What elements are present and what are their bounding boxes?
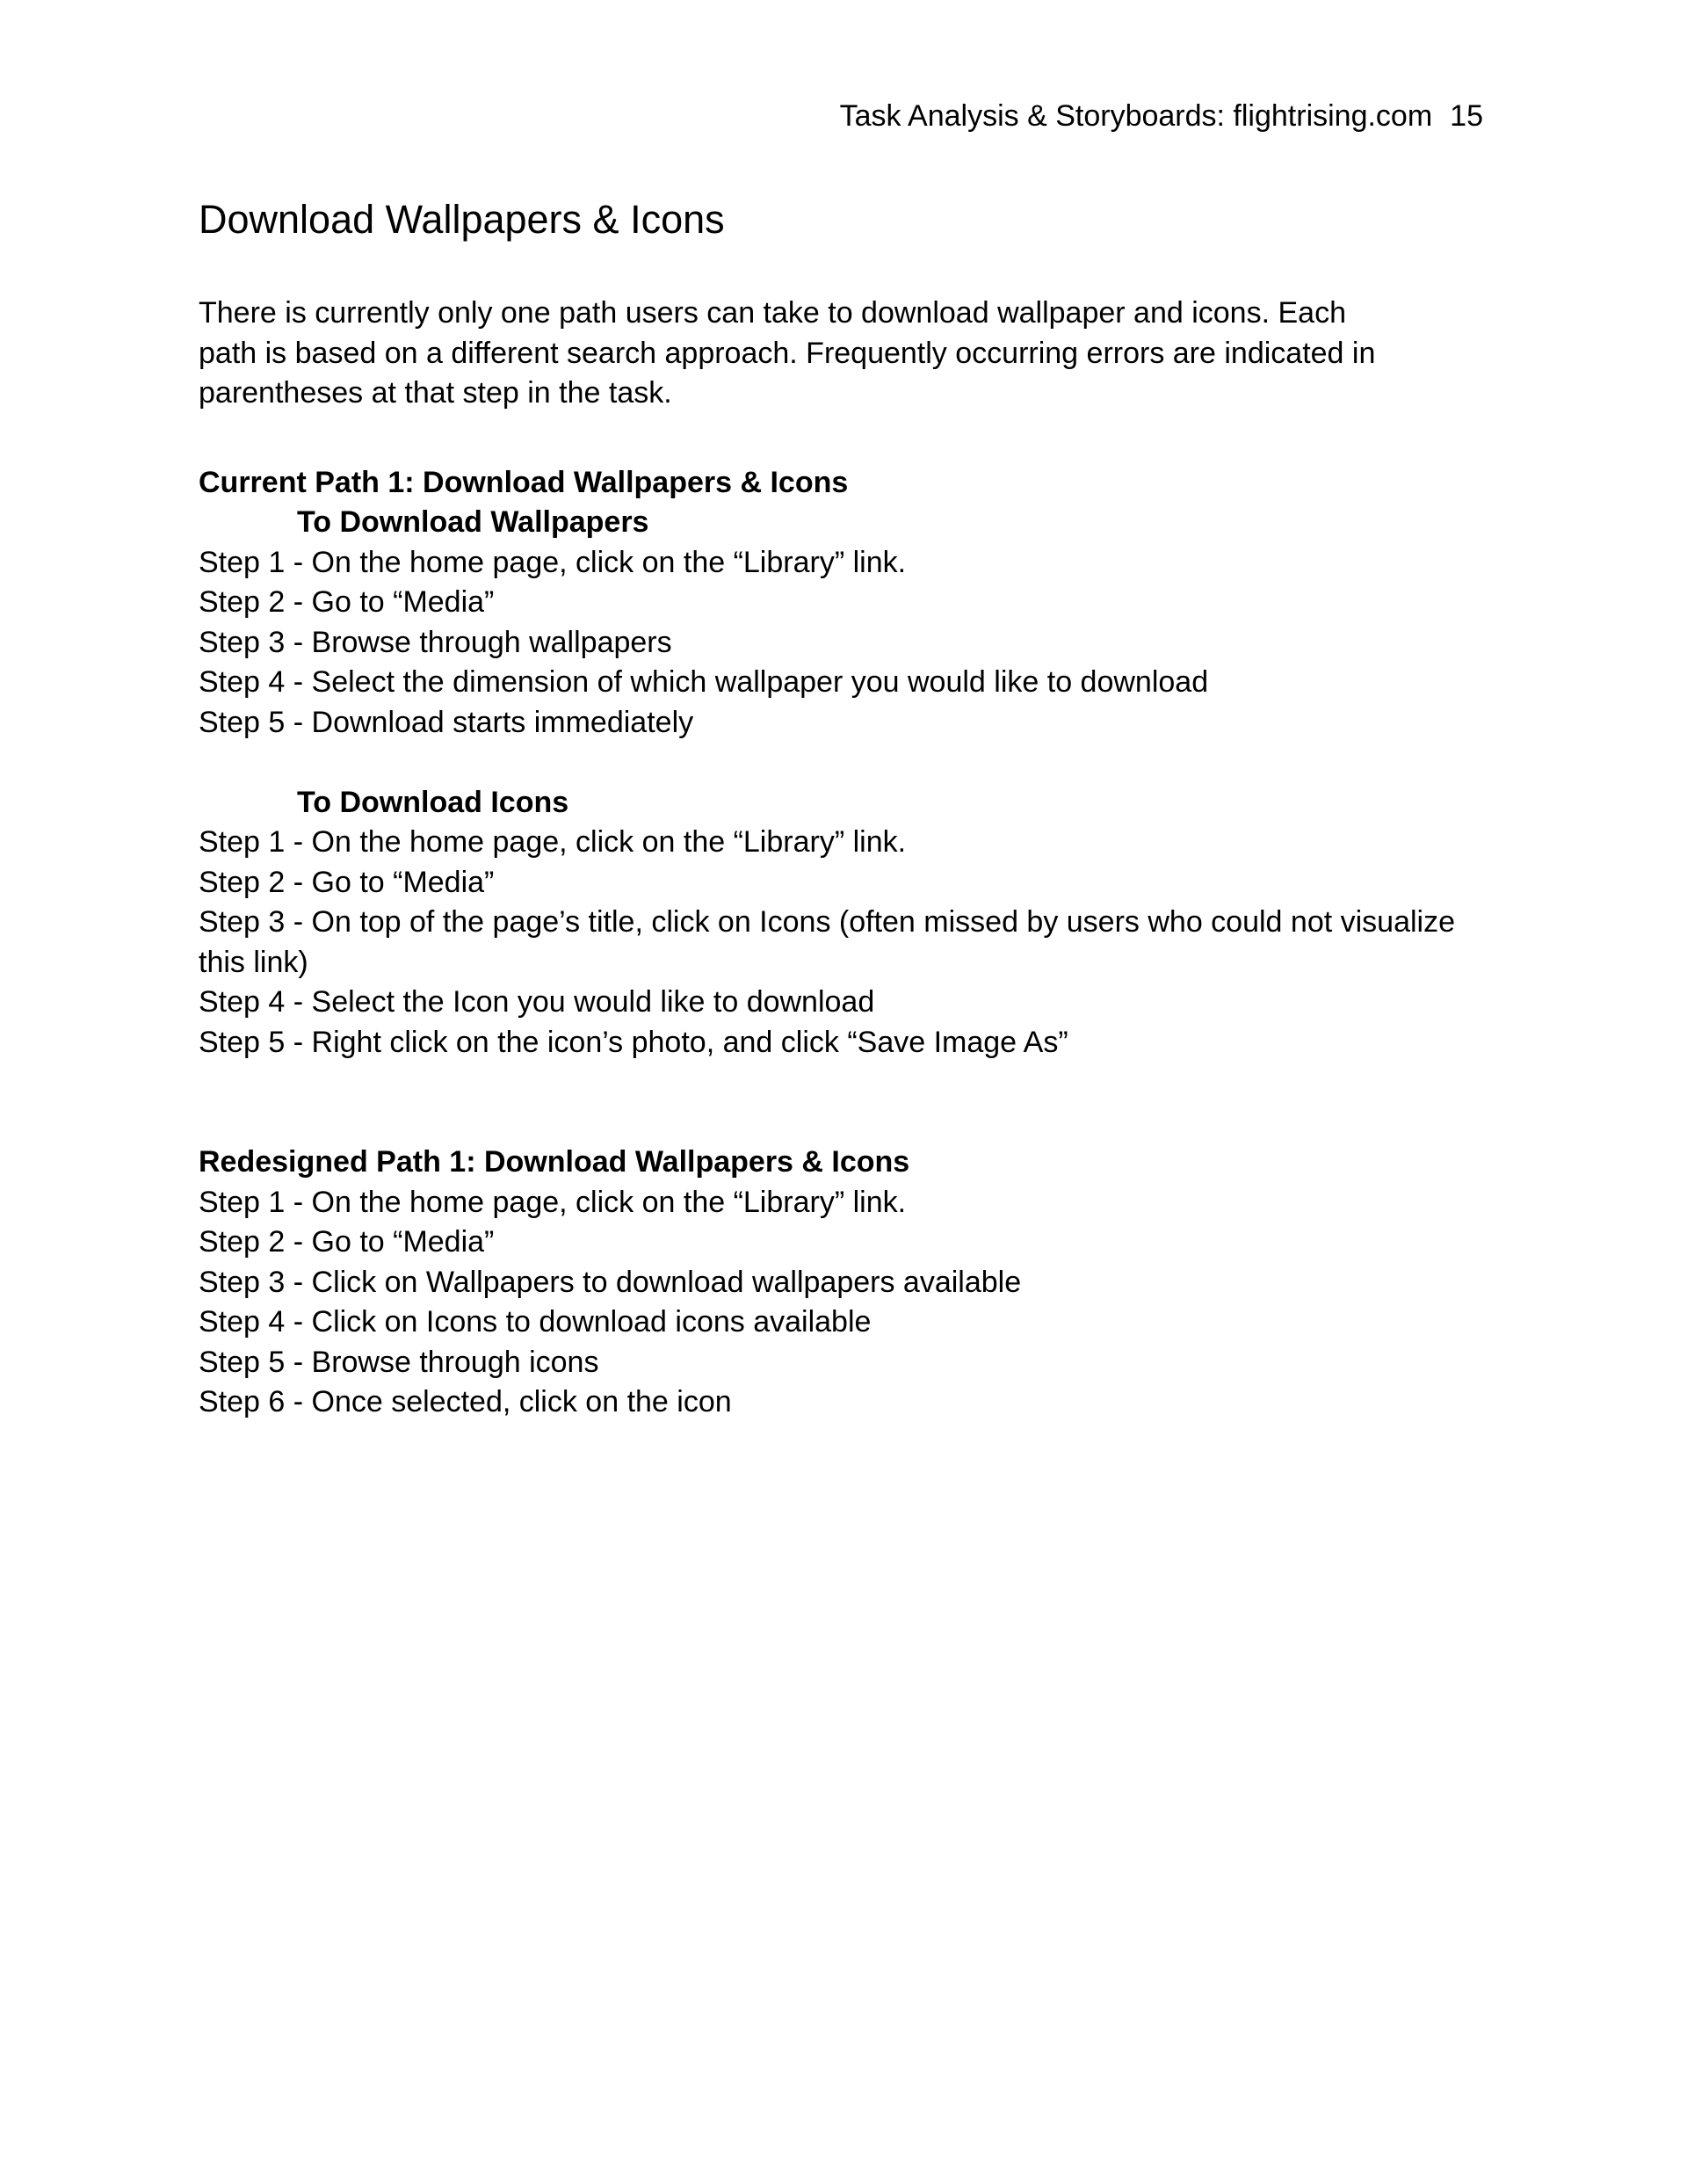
icon-step: Step 3 - On top of the page’s title, click on Icons (often missed by users who could not visualize this link) [199, 905, 1456, 979]
running-header [840, 98, 1483, 134]
icon-step: Step 1 - On the home page, click on the “Library” link. [199, 825, 907, 859]
wallpaper-step: Step 3 - Browse through wallpapers [199, 625, 672, 659]
document-body [199, 294, 1499, 1423]
current-path-section [199, 463, 1499, 1063]
icon-step: Step 4 - Select the Icon you would like to download [199, 985, 875, 1019]
redesigned-step: Step 2 - Go to “Media” [199, 1225, 495, 1259]
running-title: Task Analysis & Storyboards: flightrising.com [839, 99, 1433, 133]
intro-line: There is currently only one path users can take to download wallpaper and icons. Each [199, 296, 1346, 330]
redesigned-step: Step 6 - Once selected, click on the icon [199, 1385, 732, 1419]
wallpaper-step: Step 1 - On the home page, click on the “Library” link. [199, 545, 907, 579]
wallpaper-step: Step 2 - Go to “Media” [199, 585, 495, 619]
page-number: 15 [1450, 99, 1483, 133]
redesigned-step: Step 5 - Browse through icons [199, 1345, 599, 1379]
intro-paragraph [199, 294, 1499, 414]
redesigned-step: Step 1 - On the home page, click on the “Library” link. [199, 1185, 907, 1219]
redesigned-path-section [199, 1143, 1499, 1423]
current-path-heading: Current Path 1: Download Wallpapers & Icons [199, 465, 849, 499]
wallpapers-subheading: To Download Wallpapers [297, 505, 649, 539]
page-title: Download Wallpapers & Icons [199, 197, 725, 242]
icon-step: Step 2 - Go to “Media” [199, 865, 495, 899]
redesigned-path-heading: Redesigned Path 1: Download Wallpapers & Icons [199, 1145, 910, 1179]
intro-line: parentheses at that step in the task. [199, 376, 672, 410]
wallpaper-step: Step 5 - Download starts immediately [199, 705, 694, 739]
icons-subheading: To Download Icons [297, 785, 569, 819]
redesigned-step: Step 4 - Click on Icons to download icons available [199, 1305, 872, 1339]
wallpaper-step: Step 4 - Select the dimension of which wallpaper you would like to download [199, 665, 1209, 699]
icon-step: Step 5 - Right click on the icon’s photo, and click “Save Image As” [199, 1025, 1068, 1059]
redesigned-step: Step 3 - Click on Wallpapers to download wallpapers available [199, 1265, 1022, 1299]
intro-line: path is based on a different search approach. Frequently occurring errors are indicated in [199, 336, 1376, 370]
